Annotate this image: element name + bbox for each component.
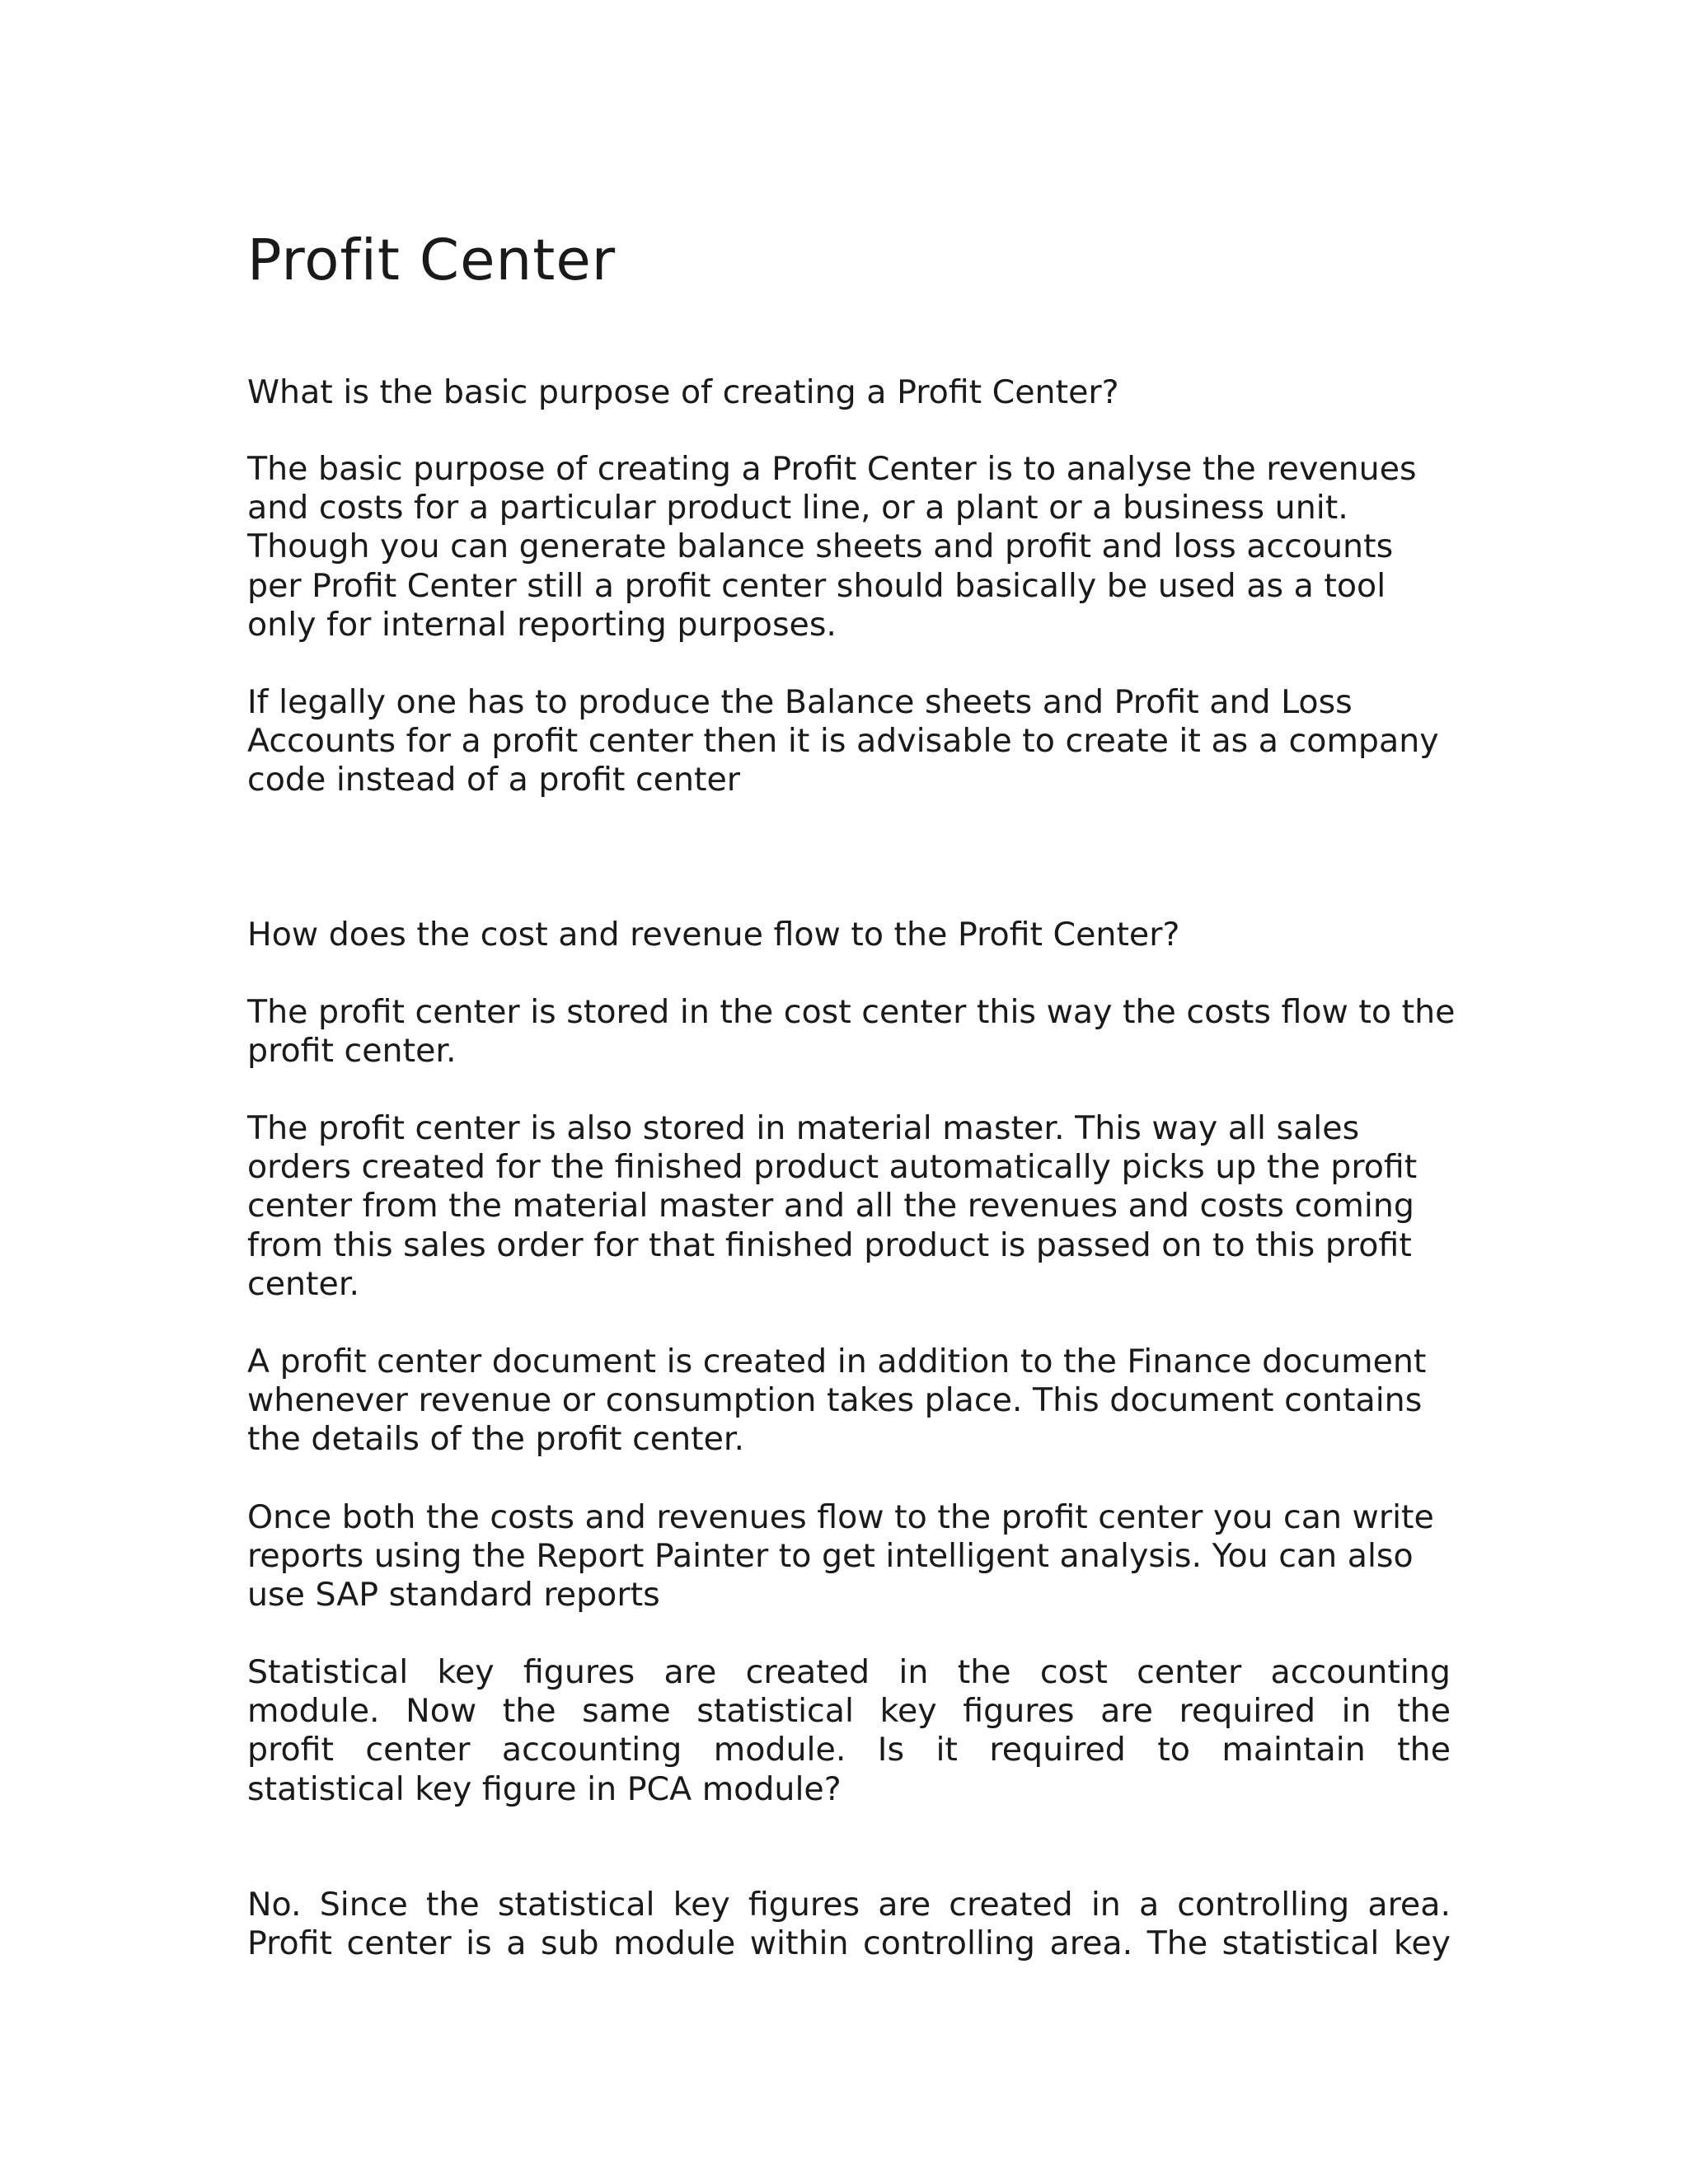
text-line: code instead of a profit center — [247, 761, 741, 799]
text-line: Profit center is a sub module within controlling area. The statistical key — [247, 1924, 1451, 1963]
text-line: profit center accounting module. Is it required to maintain the — [247, 1731, 1451, 1769]
text-line: The profit center is also stored in material master. This way all sales — [247, 1109, 1360, 1147]
answer-2-paragraph-4 — [247, 1498, 1451, 1615]
text-line: Statistical key figures are created in the cost center accounting — [247, 1653, 1451, 1691]
answer-1-paragraph-1 — [247, 450, 1451, 644]
text-line: and costs for a particular product line, or a plant or a business unit. — [247, 489, 1348, 527]
answer-3 — [247, 1886, 1451, 1963]
text-line: Once both the costs and revenues flow to the profit center you can write — [247, 1498, 1434, 1536]
answer-2-paragraph-3 — [247, 1343, 1451, 1460]
question-2: How does the cost and revenue flow to the Profit Center? — [247, 916, 1180, 954]
document-page — [247, 0, 1456, 2184]
text-line: center from the material master and all the revenues and costs coming — [247, 1187, 1414, 1226]
text-line: statistical key figure in PCA module? — [247, 1769, 842, 1808]
text-line: No. Since the statistical key figures are created in a controlling area. — [247, 1886, 1451, 1924]
text-line: The basic purpose of creating a Profit Center is to analyse the revenues — [247, 450, 1417, 488]
text-line: If legally one has to produce the Balance sheets and Profit and Loss — [247, 683, 1353, 721]
text-line: A profit center document is created in addition to the Finance document — [247, 1343, 1427, 1380]
question-1: What is the basic purpose of creating a Profit Center? — [247, 373, 1119, 411]
text-line: reports using the Report Painter to get intelligent analysis. You can also — [247, 1537, 1414, 1576]
text-line: center. — [247, 1264, 360, 1303]
answer-2-paragraph-2 — [247, 1109, 1451, 1304]
text-line: Accounts for a profit center then it is advisable to create it as a company — [247, 722, 1439, 761]
text-line: whenever revenue or consumption takes place. This document contains — [247, 1381, 1423, 1420]
text-line: module. Now the same statistical key figures are required in the — [247, 1692, 1451, 1731]
question-3 — [247, 1653, 1451, 1809]
text-line: use SAP standard reports — [247, 1576, 660, 1615]
text-line: the details of the profit center. — [247, 1420, 745, 1459]
text-line: Though you can generate balance sheets and profit and loss accounts — [247, 527, 1394, 566]
text-line: only for internal reporting purposes. — [247, 605, 837, 644]
answer-1-paragraph-2 — [247, 683, 1451, 800]
answer-2-paragraph-1 — [247, 993, 1456, 1071]
text-line: orders created for the finished product automatically picks up the profit — [247, 1148, 1418, 1187]
text-line: per Profit Center still a profit center should basically be used as a tool — [247, 566, 1386, 605]
text-line: The profit center is stored in the cost center this way the costs flow to the — [247, 993, 1456, 1031]
page-title: Profit Center — [247, 227, 617, 293]
text-line: from this sales order for that finished product is passed on to this profit — [247, 1226, 1412, 1264]
text-line: profit center. — [247, 1032, 457, 1071]
